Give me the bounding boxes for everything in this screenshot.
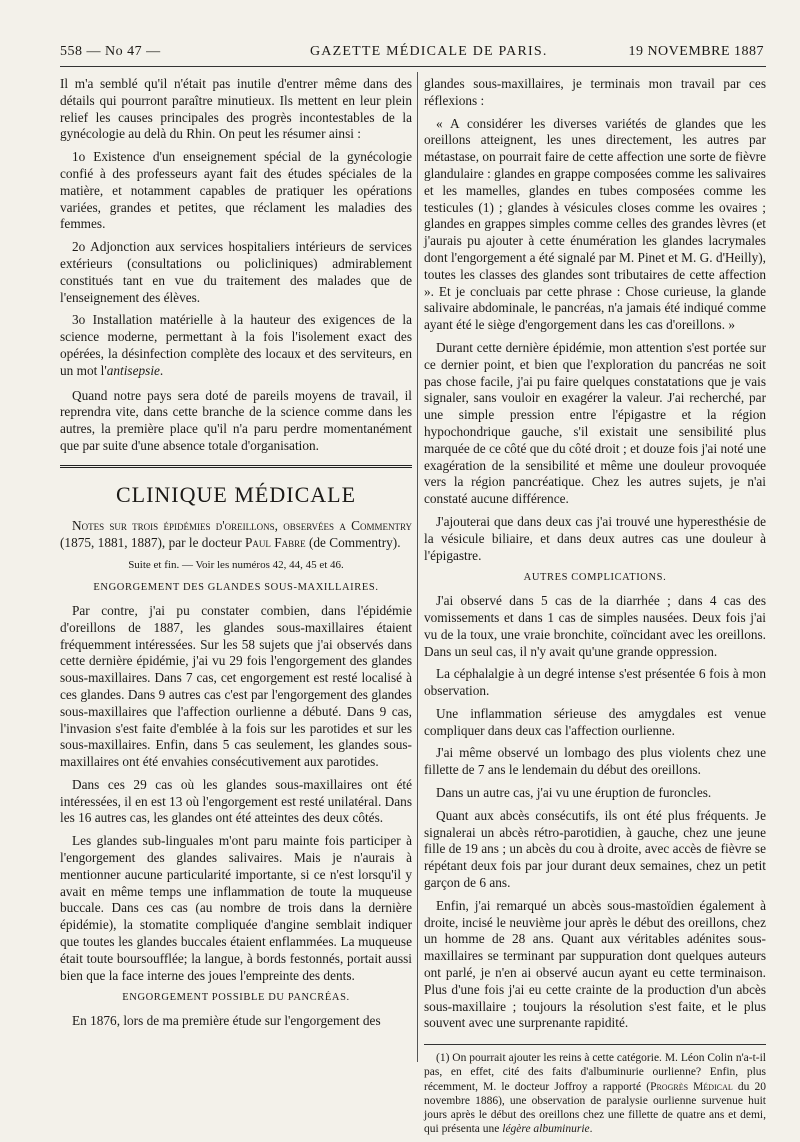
paragraph: Enfin, j'ai remarqué un abcès sous-mastoïdien également à droite, incisé le neuvième jour après le début des oreillons, chez un homme de 28 ans. Quant aux véritables adénites sous-maxillaires se terminant par suppuration dont quelques auteurs ont parlé, je n'en ai observé aucun ayant eu cette terminaison. Plus d'une fois j'ai eu cette crainte de la production d'un abcès sous-maxillaire ; toujours la résolution s'est faite, et le plus souvent avec une surprenante rapidité. xyxy=(424,897,766,1031)
paragraph: Durant cette dernière épidémie, mon attention s'est portée sur ce dernier point, et bien que l'exploration du pancréas ne soit pas chose facile, j'ai pu faire quelques constatations que je vais signaler, sans vouloir en exagérer la valeur. J'ai recherché, par une simple pression entre l'épigastre et la région hypochondrique gauche, s'il existait une sensibilité plus marquée de ce côté que du côté droit ; et douze fois j'ai noté une exagération de la sensibilité et même une douleur provoquée vers la région pancréatique. Chez les autres sujets, je n'ai constaté aucune différence. xyxy=(424,339,766,507)
article-title: Notes sur trois épidémies d'oreillons, observées a Commentry xyxy=(72,517,412,533)
paragraph: Par contre, j'ai pu constater combien, dans l'épidémie d'oreillons de 1887, les glandes sous-maxillaires étaient fréquemment intéressées. Sur les 58 sujets que j'ai observés dans cette dernière épidémie, j'ai vu 29 fois l'engorgement des glandes sous-maxillaires. Dans 7 cas, cet engorgement est resté localisé à ces glandes. Dans 9 autres cas c'est par l'engorgement des glandes sous-maxillaires que l'affection ourlienne a débuté. Dans 9 cas, l'invasion s'est faite d'emblée à la fois sur les parotides et sur les sous-maxillaires. Enfin, dans 5 cas seulement, les glandes sous-maxillaires ont été envahies consécutivement aux parotides. xyxy=(60,602,412,770)
emphasis: légère albuminurie xyxy=(502,1123,590,1136)
quotation: « A considérer les diverses variétés de glandes que les oreillons atteignent, les unes directement, les autres par métastase, on pourrait faire de cette affection une sorte de fièvre glandulaire : glandes en grappe composées comme les salivaires et les mamelles, glandes en tubes composées comme les testicules (1) ; glandes à vésicules closes comme les ovaires ; glandes en grappes simples comme celles des grandes lèvres (et j'aurais pu ajouter à cette énumération les glandes lacrymales dont l'engorgement a été signalé par M. Pinet et M. G. d'Heilly), toutes les classes des glandes sont tributaires de cette affection ». Et je concluais par cette phrase : Chose curieuse, la glande salivaire abdominale, le pancréas, n'a jamais été indiqué comme ayant été le siège d'engorgement dans les cas d'oreillons. » xyxy=(424,115,766,333)
text: 3o Installation matérielle à la hauteur des exigences de la science moderne, permettant à la fois l'isolement exact des opérées, la désinfection complète des locaux et des serviteurs, en un mot l' xyxy=(60,312,412,378)
author-name: Paul Fabre xyxy=(245,534,306,550)
issue-date: 19 NOVEMBRE 1887 xyxy=(628,44,764,59)
paragraph: J'ai observé dans 5 cas de la diarrhée ; dans 4 cas des vomissements et dans 1 cas de simples nausées. Deux fois j'ai vu de la toux, une vraie bronchite, coïncidant avec les oreillons. Dans un seul cas, il n'y avait qu'une grande oppression. xyxy=(424,593,766,659)
section-title: CLINIQUE MÉDICALE xyxy=(115,481,357,507)
footnote xyxy=(424,1051,766,1136)
text: (de Commentry). xyxy=(305,534,401,550)
left-column xyxy=(60,76,412,1036)
text: . xyxy=(159,362,164,378)
page-header xyxy=(60,44,764,64)
text: (1) On pourrait ajouter les reins à cette catégorie. M. Léon Colin n'a-t-il pas, en effet, cité des faits d'albuminurie ourlienne? Enfin, plus récemment, M. le docteur Joffroy a rapporté ( xyxy=(424,1052,766,1093)
paragraph: Dans ces 29 cas où les glandes sous-maxillaires ont été intéressées, il en est 13 où l'engorgement est resté unilatéral. Dans les 16 autres cas, les glandes ont été atteintes des deux côtés. xyxy=(60,776,412,826)
paragraph: En 1876, lors de ma première étude sur l'engorgement des xyxy=(72,1013,381,1029)
paragraph: Quand notre pays sera doté de pareils moyens de travail, il reprendra vite, dans cette branche de la science comme dans les autres, la première place qu'il n'a paru perdre momentanément que par suite d'une absence totale d'organisation. xyxy=(60,387,412,453)
footnote-rule xyxy=(424,1044,766,1045)
subheading: AUTRES COMPLICATIONS. xyxy=(523,572,667,584)
paragraph: glandes sous-maxillaires, je terminais mon travail par ces réflexions : xyxy=(424,76,766,108)
paragraph: Il m'a semblé qu'il n'était pas inutile d'entrer même dans des détails qui pourront paraître minutieux. Ils mettent en leur plein relief les causes principales des progrès incontestables de la gynécologie au delà du Rhin. On peut les résumer ainsi : xyxy=(60,76,412,142)
subheading: ENGORGEMENT DES GLANDES SOUS-MAXILLAIRES. xyxy=(93,582,379,594)
page-number-issue: 558 — No 47 — xyxy=(60,44,161,59)
text: du 20 novembre 1886), une observation de paralysie ourlienne survenue huit jours après le début des oreillons chez une fillette de quatre ans et demi, qui présenta une xyxy=(424,1080,767,1136)
text: (1875, 1881, 1887), par le docteur xyxy=(60,534,246,550)
list-item xyxy=(60,312,412,379)
article-heading xyxy=(60,518,412,552)
column-divider xyxy=(417,72,418,1062)
section-rule xyxy=(60,465,412,468)
paragraph: J'ai même observé un lombago des plus violents chez une fillette de 7 ans le lendemain du début des oreillons. xyxy=(424,745,766,778)
list-item: 2o Adjonction aux services hospitaliers intérieurs de services extérieurs (consultations ou policliniques) admirablement constitués tant en vue du traitement des malades que de l'enseignement des élèves. xyxy=(60,239,412,305)
paragraph: La céphalalgie à un degré intense s'est présentée 6 fois à mon observation. xyxy=(424,666,766,699)
paragraph: Une inflammation sérieuse des amygdales est venue compliquer dans deux cas l'affection ourlienne. xyxy=(424,705,766,738)
paragraph: Les glandes sub-linguales m'ont paru mainte fois participer à l'engorgement des glandes salivaires. Mais je n'aurais à mentionner aucune particularité importante, si ce n'est lorsqu'il y avait en même temps une inflammation de toute la muqueuse buccale. Dans ces cas (au nombre de trois dans la dernière épidémie), la stomatite compliquée d'angine semblait indiquer que toutes les glandes buccales étaient enflammées. La muqueuse était toute boursoufflée; la langue, à bords festonnés, portait aussi bien que la face interne des joues l'empreinte des dents. xyxy=(60,833,412,983)
paragraph: J'ajouterai que dans deux cas j'ai trouvé une hyperesthésie de la vésicule biliaire, et dans deux autres cas une douleur à l'épigastre. xyxy=(424,513,766,563)
paragraph: Dans un autre cas, j'ai vu une éruption de furoncles. xyxy=(436,785,712,801)
paragraph: Quant aux abcès consécutifs, ils ont été plus fréquents. Je signalerai un abcès rétro-parotidien, à gauche, chez une jeune fille de 19 ans ; un abcès du cou à droite, avec accès de fièvre se répétant deux fois par jour durant deux semaines, chez un petit garçon de 6 ans. xyxy=(424,807,766,891)
header-rule xyxy=(60,66,766,67)
subheading: ENGORGEMENT POSSIBLE DU PANCRÉAS. xyxy=(122,992,350,1004)
journal-title: GAZETTE MÉDICALE DE PARIS. xyxy=(310,44,548,59)
text: . xyxy=(589,1123,593,1136)
emphasis: antisepsie xyxy=(106,362,160,378)
right-column xyxy=(424,76,766,1142)
journal-reference: Progrès Médical xyxy=(650,1080,733,1093)
list-item: 1o Existence d'un enseignement spécial de la gynécologie confié à des professeurs ayant fait des études spéciales de la matière, et notamment capables de pratiquer les opérations variées, grandes et petites, que réclament les maladies des femmes. xyxy=(60,149,412,232)
continuation-note: Suite et fin. — Voir les numéros 42, 44, 45 et 46. xyxy=(128,559,344,572)
